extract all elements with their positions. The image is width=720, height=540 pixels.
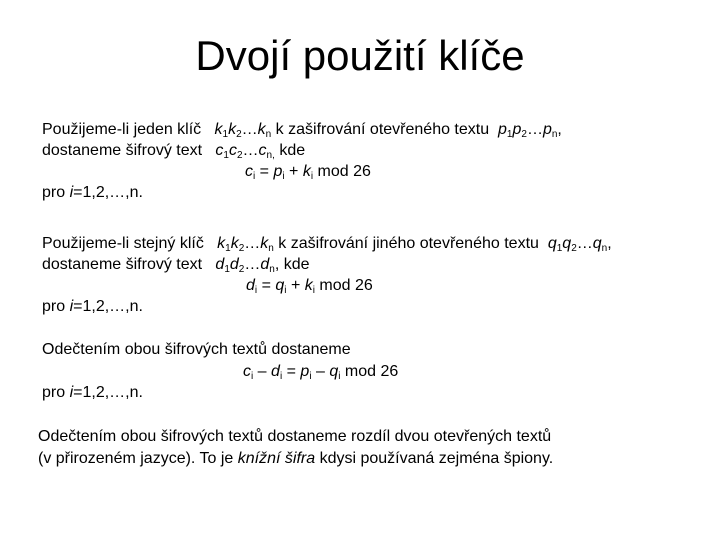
pro-label: pro bbox=[42, 184, 70, 201]
block4-line2 bbox=[38, 449, 553, 469]
block1-range: pro i=1,2,…,n. bbox=[42, 184, 143, 201]
block1-rest: k zašifrování otevřeného textu bbox=[271, 121, 494, 138]
mod-text: mod 26 bbox=[340, 363, 399, 380]
block2-line2 bbox=[42, 255, 310, 275]
key-sequence: $k_1k_2\dots k_n$ bbox=[214, 121, 272, 140]
ciphertext-d-sequence: $d_1d_2\dots d_n$ bbox=[215, 256, 275, 275]
block2-rest: k zašifrování jiného otevřeného textu bbox=[273, 235, 544, 252]
book-cipher-term: knížní šifra bbox=[237, 450, 316, 467]
plaintext-sequence: $p_1p_2\dots p_n$, bbox=[498, 121, 562, 140]
block2-line1 bbox=[42, 234, 612, 254]
block2-range: pro i=1,2,…,n. bbox=[42, 298, 143, 315]
mod-text: mod 26 bbox=[313, 163, 371, 180]
ciphertext-sequence: $c_1c_2\dots c_{n,}$ bbox=[215, 142, 275, 161]
block4-line1: Odečtením obou šifrových textů dostaneme rozdíl dvou otevřených textů bbox=[38, 428, 552, 445]
block1-kde: kde bbox=[274, 142, 306, 159]
block4-post: kdysi používaná zejména špiony. bbox=[315, 450, 554, 467]
key-sequence: $k_1k_2\dots k_n$ bbox=[217, 235, 274, 254]
range-text: =1,2,…,n. bbox=[73, 298, 143, 315]
block4-pre: (v přirozeném jazyce). To je bbox=[38, 450, 238, 467]
block2-label: Použijeme-li stejný klíč bbox=[42, 235, 204, 252]
mod-text: mod 26 bbox=[314, 277, 373, 294]
block2-label2: dostaneme šifrový text bbox=[42, 256, 203, 273]
plaintext-q-sequence: $q_1q_2\dots q_n$, bbox=[547, 235, 612, 254]
range-text: =1,2,…,n. bbox=[73, 184, 143, 201]
block2-kde: , kde bbox=[274, 256, 310, 273]
pro-label: pro bbox=[42, 298, 70, 315]
formula-d: $d_i = q_i + k_i$ mod 26 bbox=[246, 277, 373, 296]
pro-label: pro bbox=[42, 384, 70, 401]
block1-label: Použijeme-li jeden klíč bbox=[42, 121, 202, 138]
formula-c: $c_i = p_i + k_i$ mod 26 bbox=[245, 163, 371, 182]
range-text: =1,2,…,n. bbox=[73, 384, 143, 401]
block1-label2: dostaneme šifrový text bbox=[42, 142, 203, 159]
block1-line1 bbox=[42, 120, 562, 140]
block1-line2 bbox=[42, 141, 305, 161]
slide-title: Dvojí použití klíče bbox=[195, 32, 525, 79]
formula-difference: $c_i - d_i = p_i - q_i$ mod 26 bbox=[243, 363, 399, 382]
block3-line1: Odečtením obou šifrových textů dostaneme bbox=[42, 341, 351, 358]
block3-range: pro i=1,2,…,n. bbox=[42, 384, 143, 401]
